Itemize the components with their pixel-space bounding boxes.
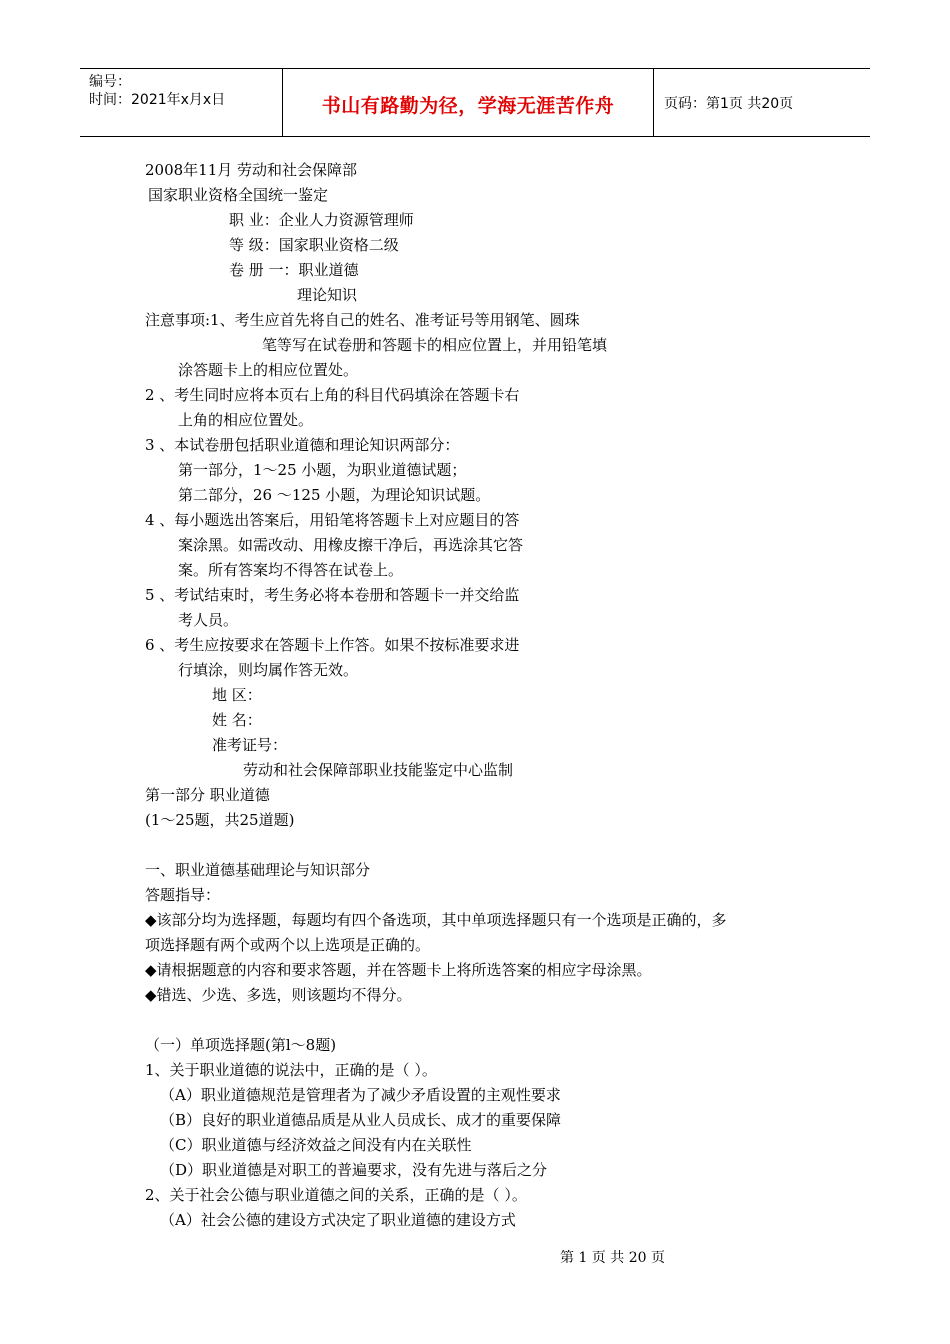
question-2-option-a: （A）社会公德的建设方式决定了职业道德的建设方式	[160, 1211, 516, 1229]
part-one-range: (1～25题，共25道题)	[145, 811, 295, 829]
notice-line: 笔等写在试卷册和答题卡的相应位置上，并用铅笔填	[262, 336, 608, 354]
notice-line: 案。所有答案均不得答在试卷上。	[178, 561, 404, 579]
instructions-heading: 答题指导：	[145, 886, 221, 904]
question-1-option-a: （A）职业道德规范是管理者为了减少矛盾设置的主观性要求	[160, 1086, 561, 1104]
header-left-cell	[80, 69, 283, 136]
notice-line: 考人员。	[178, 611, 239, 629]
document-date-label: 时间：2021年x月x日	[89, 92, 226, 108]
notice-line: 3 、本试卷册包括职业道德和理论知识两部分：	[145, 436, 460, 454]
instruction-item: ◆错选、少选、多选，则该题均不得分。	[145, 986, 412, 1004]
header-motto-cell	[283, 69, 654, 136]
notice-line: 注意事项:1、考生应首先将自己的姓名、准考证号等用钢笔、圆珠	[145, 311, 580, 329]
notice-line: 行填涂，则均属作答无效。	[178, 661, 359, 679]
notice-line: 第一部分，1～25 小题，为职业道德试题；	[178, 461, 467, 479]
instruction-item: 项选择题有两个或两个以上选项是正确的。	[145, 936, 431, 954]
notice-line: 上角的相应位置处。	[178, 411, 314, 429]
question-1-option-c: （C）职业道德与经济效益之间没有内在关联性	[160, 1136, 472, 1154]
exam-authority-line: 国家职业资格全国统一鉴定	[148, 186, 329, 204]
page-footer: 第 1 页 共 20 页	[560, 1250, 665, 1266]
single-choice-heading: （一）单项选择题(第l～8题)	[145, 1036, 337, 1054]
question-2: 2、关于社会公德与职业道德之间的关系，正确的是（ ）。	[145, 1186, 527, 1204]
notice-line: 第二部分，26 ～125 小题，为理论知识试题。	[178, 486, 491, 504]
header-page-info: 页码：第1页 共20页	[664, 96, 794, 112]
exam-date-line: 2008年11月 劳动和社会保障部	[145, 161, 358, 179]
notice-line: 6 、考生应按要求在答题卡上作答。如果不按标准要求进	[145, 636, 520, 654]
notice-line: 案涂黑。如需改动、用橡皮擦干净后，再选涂其它答	[178, 536, 524, 554]
notice-line: 5 、考试结束时，考生务必将本卷册和答题卡一并交给监	[145, 586, 520, 604]
supervisor-line: 劳动和社会保障部职业技能鉴定中心监制	[243, 761, 514, 779]
volume-line: 卷 册 一：职业道德	[229, 261, 359, 279]
page-header	[80, 68, 870, 137]
level-line: 等 级：国家职业资格二级	[229, 236, 399, 254]
question-1: 1、关于职业道德的说法中，正确的是（ ）。	[145, 1061, 437, 1079]
question-1-option-b: （B）良好的职业道德品质是从业人员成长、成才的重要保障	[160, 1111, 562, 1129]
header-right-cell	[654, 69, 870, 136]
header-motto: 书山有路勤为径，学海无涯苦作舟	[321, 95, 615, 117]
notice-line: 4 、每小题选出答案后，用铅笔将答题卡上对应题目的答	[145, 511, 520, 529]
notice-line: 涂答题卡上的相应位置处。	[178, 361, 359, 379]
instruction-item: ◆该部分均为选择题，每题均有四个备选项，其中单项选择题只有一个选项是正确的，多	[145, 911, 727, 929]
notice-line: 2 、考生同时应将本页右上角的科目代码填涂在答题卡右	[145, 386, 520, 404]
document-number-label: 编号：	[89, 74, 131, 90]
part-one-heading: 第一部分 职业道德	[145, 786, 270, 804]
section-heading: 一、职业道德基础理论与知识部分	[145, 861, 371, 879]
admission-number-label: 准考证号：	[212, 736, 288, 754]
question-1-option-d: （D）职业道德是对职工的普遍要求，没有先进与落后之分	[160, 1161, 548, 1179]
instruction-item: ◆请根据题意的内容和要求答题，并在答题卡上将所选答案的相应字母涂黑。	[145, 961, 652, 979]
occupation-line: 职 业：企业人力资源管理师	[229, 211, 414, 229]
name-field-label: 姓 名：	[212, 711, 262, 729]
theory-knowledge-line: 理论知识	[297, 286, 358, 304]
region-field-label: 地 区：	[212, 686, 262, 704]
